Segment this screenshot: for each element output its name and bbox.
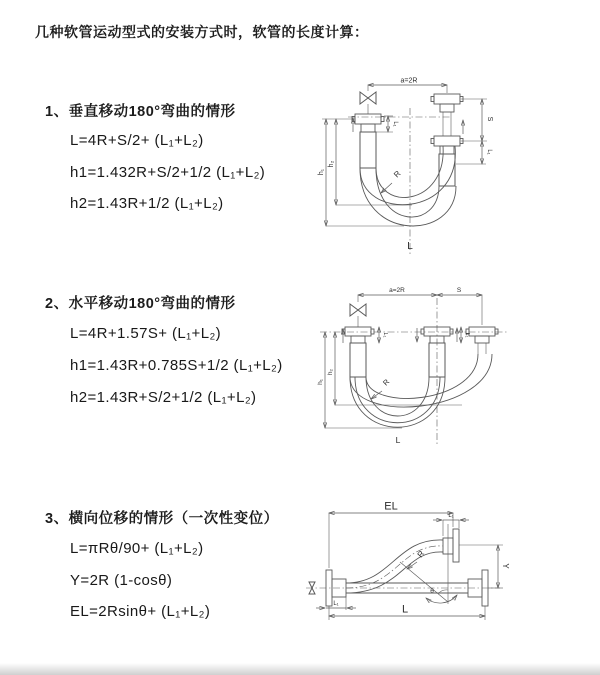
dim-label-a2r: a=2R	[400, 77, 418, 85]
valve-icon	[350, 304, 366, 327]
hose-curves	[346, 540, 468, 593]
section-1-formula-h1: h1=1.432R+S/2+1/2 (L₁+L₂)	[70, 164, 266, 181]
hose-curves	[350, 354, 492, 427]
dim-label-h2: h₂	[328, 160, 335, 168]
section-2-formula-h1: h1=1.43R+0.785S+1/2 (L₁+L₂)	[70, 357, 283, 374]
fitting-right	[431, 94, 463, 186]
diagram-vertical-180-bend	[312, 72, 522, 262]
fitting-right	[466, 327, 498, 354]
dim-label-l1-middle: L₁	[464, 332, 470, 338]
dim-label-el: EL	[384, 500, 398, 513]
dim-label-l1-left: L₁	[392, 121, 398, 127]
diagram-lateral-displacement	[300, 498, 590, 658]
valve-icon	[360, 92, 376, 114]
centerlines	[348, 108, 452, 256]
dim-label-h1: h₁	[318, 168, 325, 176]
section-3-heading: 3、横向位移的情形（一次性变位）	[45, 511, 279, 527]
section-1-heading: 1、垂直移动180°弯曲的情形	[45, 104, 236, 120]
dim-label-y: Y	[501, 563, 510, 569]
dim-label-l1-top: L₁	[448, 513, 454, 519]
dim-label-theta: θ	[430, 588, 434, 595]
dim-label-length: L	[401, 603, 409, 616]
dimension-lines	[317, 287, 482, 445]
fitting-left	[342, 327, 374, 377]
section-3-formula-EL: EL=2Rsinθ+ (L₁+L₂)	[70, 603, 211, 620]
section-3-formula-Y: Y=2R (1-cosθ)	[70, 572, 173, 589]
diagram-horizontal-180-bend	[312, 282, 537, 454]
dim-label-r: R	[415, 549, 427, 560]
page-title: 几种软管运动型式的安装方式时，软管的长度计算：	[35, 24, 369, 40]
dim-label-s: S	[456, 287, 462, 294]
section-3-formula-L: L=πRθ/90+ (L₁+L₂)	[70, 540, 204, 557]
fitting-left	[352, 114, 384, 168]
centerlines	[320, 298, 507, 445]
page-bottom-shadow	[0, 663, 600, 675]
dim-label-length: L	[395, 435, 401, 445]
dim-label-l1-left: L₁	[382, 332, 388, 338]
section-1-formula-L: L=4R+S/2+ (L₁+L₂)	[70, 132, 204, 149]
dim-label-length: L	[407, 241, 413, 252]
section-2-formula-L: L=4R+1.57S+ (L₁+L₂)	[70, 325, 222, 342]
section-1-formula-h2: h2=1.43R+1/2 (L₁+L₂)	[70, 195, 224, 212]
dim-label-a2r: a=2R	[389, 287, 405, 294]
flange-displaced	[443, 529, 459, 562]
section-2-formula-h2: h2=1.43R+S/2+1/2 (L₁+L₂)	[70, 389, 257, 406]
centerlines	[306, 524, 500, 604]
dim-label-l1-right: L₁	[486, 149, 492, 155]
dim-label-h1: h₁	[317, 379, 324, 385]
dim-label-l1-bottom: L₁	[333, 601, 339, 607]
dim-label-r: R	[392, 168, 403, 180]
dimension-lines	[316, 501, 510, 621]
section-2-heading: 2、水平移动180°弯曲的情形	[45, 296, 236, 312]
movement-arrows	[343, 328, 457, 343]
dim-label-s: S	[486, 116, 493, 122]
dim-label-h2: h₂	[327, 368, 334, 376]
dim-label-r: R	[381, 377, 392, 388]
